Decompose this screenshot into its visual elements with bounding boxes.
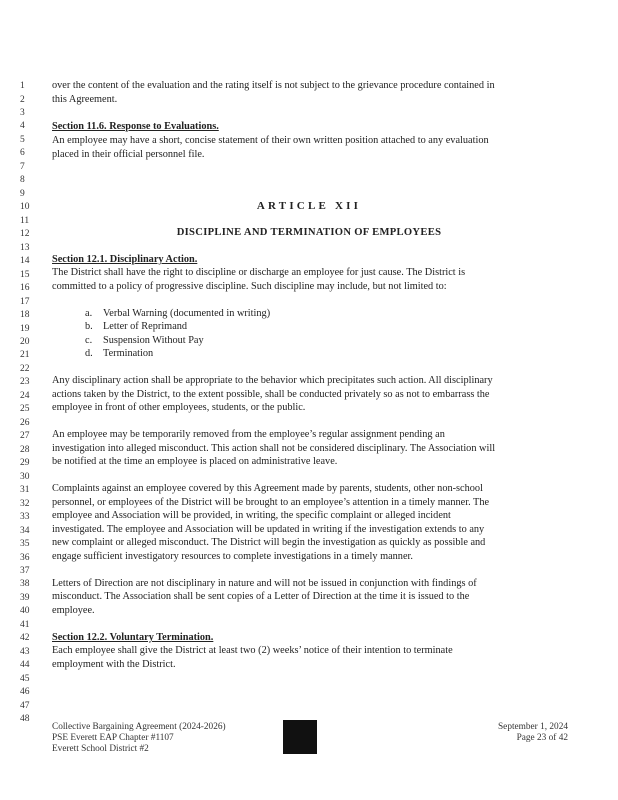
line-number: 21 [20, 350, 30, 361]
line-number: 40 [20, 606, 30, 617]
footer-chapter: PSE Everett EAP Chapter #1107 [52, 733, 174, 744]
list-marker: a. [85, 308, 93, 319]
list-marker: c. [85, 335, 93, 346]
body-line: investigation into alleged misconduct. This action shall not be considered disciplinary. The Association will [52, 443, 496, 454]
section-12-2-heading: Section 12.2. Voluntary Termination. [52, 632, 214, 643]
line-number: 37 [20, 565, 30, 576]
list-item-text: Verbal Warning (documented in writing) [103, 308, 271, 319]
line-number: 10 [20, 202, 30, 213]
footer-logo-block [283, 720, 317, 754]
line-number: 46 [20, 687, 30, 698]
line-number: 30 [20, 471, 30, 482]
footer-district: Everett School District #2 [52, 744, 149, 755]
list-item [85, 308, 270, 319]
line-number: 6 [20, 148, 25, 159]
section-12-1-heading: Section 12.1. Disciplinary Action. [52, 254, 198, 265]
body-line: Each employee shall give the District at least two (2) weeks’ notice of their intention to terminate [52, 645, 453, 656]
body-line: Any disciplinary action shall be appropriate to the behavior which precipitates such action. All disciplinary [52, 375, 493, 386]
line-number: 5 [20, 134, 25, 145]
line-number: 8 [20, 175, 25, 186]
line-number: 38 [20, 579, 30, 590]
line-number: 7 [20, 161, 25, 172]
footer-right [498, 722, 568, 744]
body-line: The District shall have the right to discipline or discharge an employee for just cause. The District is [52, 267, 466, 278]
line-number: 22 [20, 363, 30, 374]
body-line: placed in their official personnel file. [52, 149, 205, 160]
line-number: 16 [20, 283, 30, 294]
list-item-text: Suspension Without Pay [103, 335, 204, 346]
line-number: 28 [20, 444, 30, 455]
footer-agreement-title: Collective Bargaining Agreement (2024-2026) [52, 722, 226, 732]
line-number: 2 [20, 94, 25, 105]
body-line: actions taken by the District, to the extent possible, shall be conducted privately so as not to embarrass the [52, 389, 490, 400]
line-number: 18 [20, 310, 30, 320]
list-marker: b. [85, 321, 93, 332]
line-number: 35 [20, 539, 30, 549]
line-number: 29 [20, 458, 30, 469]
list-item [85, 348, 153, 359]
line-number: 15 [20, 269, 30, 280]
list-item [85, 335, 204, 346]
line-number: 9 [20, 188, 25, 199]
line-number: 19 [20, 323, 30, 334]
line-number: 31 [20, 485, 30, 496]
line-number: 41 [20, 619, 30, 630]
body-line: Complaints against an employee covered by this Agreement made by parents, students, other non-school [52, 483, 483, 494]
line-number: 23 [20, 377, 30, 388]
body-line: An employee may be temporarily removed from the employee’s regular assignment pending an [52, 429, 445, 440]
line-number: 13 [20, 242, 30, 253]
line-number: 45 [20, 673, 30, 684]
body-line: employee. [52, 605, 95, 616]
footer-page-number: Page 23 of 42 [516, 733, 568, 744]
body-line: employee in front of other employees, students, or the public. [52, 402, 306, 413]
line-number: 36 [20, 552, 30, 563]
body-line: over the content of the evaluation and the rating itself is not subject to the grievance procedure contained in [52, 80, 495, 91]
body-line: employment with the District. [52, 659, 176, 670]
body-line: misconduct. The Association shall be sent copies of a Letter of Direction at the time it is issued to the [52, 591, 470, 602]
line-number: 26 [20, 417, 30, 428]
line-number: 11 [20, 215, 30, 226]
line-number: 48 [20, 714, 30, 725]
body-line: engage sufficient investigatory resources to complete investigations in a timely manner. [52, 551, 413, 562]
line-number: 43 [20, 646, 30, 657]
line-number: 25 [20, 404, 30, 415]
line-number: 33 [20, 512, 30, 522]
line-number: 27 [20, 431, 30, 442]
body-line: committed to a policy of progressive discipline. Such discipline may include, but not limited to: [52, 281, 447, 292]
body-line: An employee may have a short, concise statement of their own written position attached to any evaluation [52, 135, 489, 146]
line-number: 42 [20, 633, 30, 644]
body-line: new complaint or alleged misconduct. The District will begin the investigation as quickly as possible and [52, 537, 486, 548]
line-number: 34 [20, 525, 30, 536]
body-line: be notified at the time an employee is placed on administrative leave. [52, 456, 338, 467]
body-line: personnel, or employees of the District will be brought to an employee’s attention in a timely manner. The [52, 497, 490, 508]
list-item-text: Termination [103, 348, 154, 359]
section-11-6-heading: Section 11.6. Response to Evaluations. [52, 121, 219, 132]
line-number: 24 [20, 390, 30, 401]
footer-left [52, 722, 226, 756]
line-number: 20 [20, 336, 30, 347]
line-number: 47 [20, 700, 30, 711]
body-line: this Agreement. [52, 94, 118, 105]
line-number: 32 [20, 498, 30, 509]
list-item [85, 321, 187, 332]
line-number: 44 [20, 660, 30, 671]
list-item-text: Letter of Reprimand [103, 321, 188, 332]
article-title: DISCIPLINE AND TERMINATION OF EMPLOYEES [176, 227, 442, 238]
line-number: 1 [20, 81, 25, 91]
line-number: 17 [20, 296, 30, 307]
line-number: 14 [20, 256, 30, 267]
line-number: 4 [20, 121, 25, 132]
line-number: 12 [20, 229, 30, 240]
body-line: employee and Association will be provided, in writing, the specific complaint or alleged incident [52, 510, 451, 521]
line-number: 3 [20, 107, 25, 118]
body-line: investigated. The employee and Association will be updated in writing if the investigation extends to any [52, 524, 485, 535]
body-line: Letters of Direction are not disciplinary in nature and will not be issued in conjunction with findings of [52, 578, 477, 589]
footer-date: September 1, 2024 [498, 722, 568, 732]
line-number: 39 [20, 592, 30, 603]
list-marker: d. [85, 348, 93, 359]
article-number: ARTICLE XII [256, 200, 362, 212]
